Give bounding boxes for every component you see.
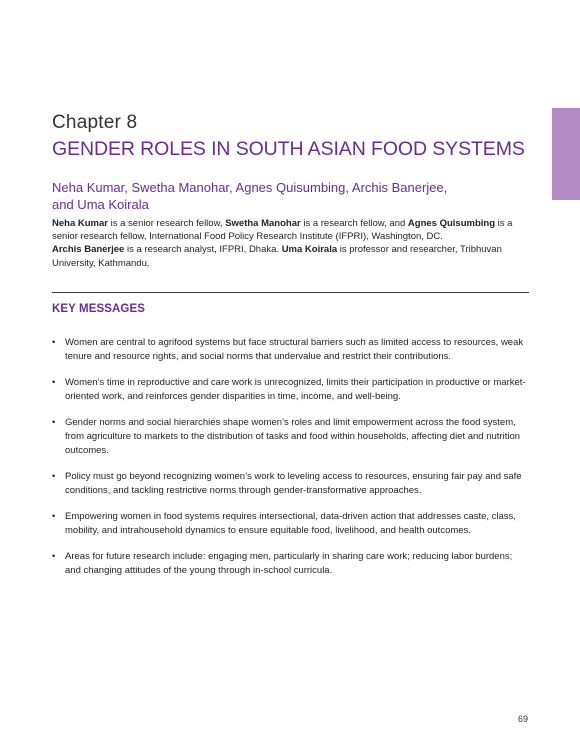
key-message-text: Empowering women in food systems requires intersectional, data-driven action that addresses caste, class, mobility, and intrahousehold dynamics to ensure equitable food, livelihood, and health outcomes. xyxy=(65,511,516,536)
author-line-1: Neha Kumar, Swetha Manohar, Agnes Quisumbing, Archis Banerjee, xyxy=(52,180,448,195)
key-messages-list xyxy=(52,336,527,590)
author-name: Uma Koirala xyxy=(281,244,338,256)
key-message-item xyxy=(52,470,527,498)
key-message-item xyxy=(52,550,527,578)
affiliation-text: is a senior research fellow, xyxy=(107,218,226,229)
key-message-item xyxy=(52,416,527,458)
key-message-text: Areas for future research include: engaging men, particularly in sharing care work; reducing labor burdens; and changing attitudes of the young through in-school curricula. xyxy=(65,551,513,576)
key-message-item xyxy=(52,336,527,364)
key-message-text: Policy must go beyond recognizing women’s work to leveling access to resources, ensuring fair pay and safe conditions, and tackling restrictive norms through gender-transformative approaches. xyxy=(65,471,522,496)
key-message-text: Women’s time in reproductive and care work is unrecognized, limits their participation in productive or market-oriented work, and reinforces gender disparities in time, income, and well-being. xyxy=(65,377,526,402)
author-name: Archis Banerjee xyxy=(52,244,125,256)
author-line-2: and Uma Koirala xyxy=(52,197,149,212)
bullet-icon: • xyxy=(52,337,56,348)
author-name: Neha Kumar xyxy=(52,218,108,229)
page-number: 69 xyxy=(518,714,529,724)
affiliation-paragraph-2 xyxy=(52,243,522,269)
bullet-icon: • xyxy=(52,471,56,482)
bullet-icon: • xyxy=(52,511,56,522)
bullet-icon: • xyxy=(52,417,56,428)
chapter-title: GENDER ROLES IN SOUTH ASIAN FOOD SYSTEMS xyxy=(52,138,525,160)
bullet-icon: • xyxy=(52,377,56,388)
author-list xyxy=(52,179,472,213)
affiliation-paragraph-1 xyxy=(52,217,522,243)
author-name: Swetha Manohar xyxy=(225,218,301,229)
key-message-item xyxy=(52,510,527,538)
author-affiliations xyxy=(52,217,522,270)
affiliation-text: is a senior research fellow, International Food Policy Research Institute (IFPRI), Washington, DC. xyxy=(52,218,513,243)
chapter-label: Chapter 8 xyxy=(52,112,138,133)
affiliation-text: is a research analyst, IFPRI, Dhaka. xyxy=(124,244,282,256)
author-name: Agnes Quisumbing xyxy=(407,218,495,229)
bullet-icon: • xyxy=(52,551,56,562)
key-message-text: Gender norms and social hierarchies shape women’s roles and limit empowerment across the food system, from agriculture to markets to the distribution of tasks and food within households, affecting diet and nutrition outcomes. xyxy=(65,417,521,456)
key-message-text: Women are central to agrifood systems but face structural barriers such as limited access to resources, weak tenure and resource rights, and social norms that undervalue and restrict their contributions. xyxy=(65,337,524,362)
section-divider xyxy=(52,292,529,293)
affiliation-text: is a research fellow, and xyxy=(300,218,408,229)
key-messages-heading: KEY MESSAGES xyxy=(52,303,146,315)
chapter-side-tab xyxy=(552,108,580,200)
key-message-item xyxy=(52,376,527,404)
affiliation-text: is professor and researcher, Tribhuvan University, Kathmandu. xyxy=(52,244,502,269)
